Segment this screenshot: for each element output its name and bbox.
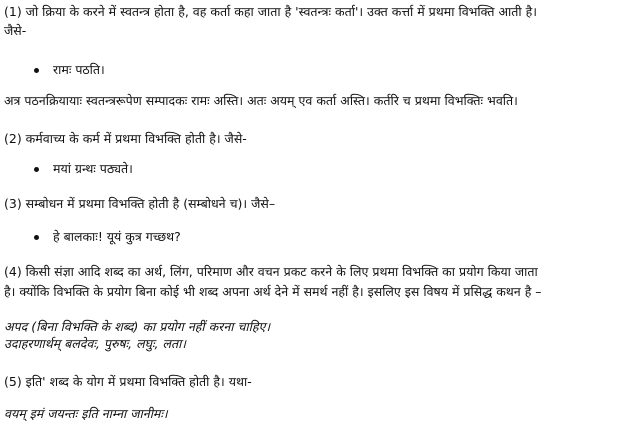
example-text: हे बालकाः! यूयं कुत्र गच्छथ? xyxy=(53,229,181,244)
rule-5-text: (5) इति' शब्द के योग में प्रथमा विभक्ति होती है। यथा- xyxy=(4,374,252,389)
list-item xyxy=(34,60,105,80)
bullet-icon xyxy=(34,235,39,240)
example-text: रामः पठति। xyxy=(53,62,105,77)
rule-4-text-line2: है। क्योंकि विभक्ति के प्रयोग बिना कोई भी शब्द अपना अर्थ देने में समर्थ नहीं है। इसलिए इस विषय में प्रसिद्ध कथन है – xyxy=(4,284,542,299)
list-item xyxy=(34,159,133,179)
rule-4-quote: अपद (बिना विभक्ति के शब्द) का प्रयोग नहीं करना चाहिए। xyxy=(4,319,271,334)
bullet-icon xyxy=(34,167,39,172)
rule-4-examples: उदाहरणार्थम् बलदेवः, पुरुषः, लघुः, लता। xyxy=(4,336,187,351)
rule-1-example-label: जैसे- xyxy=(4,23,27,38)
bullet-icon xyxy=(34,68,39,73)
rule-4-text-line1: (4) किसी संज्ञा आदि शब्द का अर्थ, लिंग, परिमाण और वचन प्रकट करने के लिए प्रथमा विभक्ति का प्रयोग किया जाता xyxy=(4,264,538,279)
list-item xyxy=(34,227,181,247)
example-text: मयां ग्रन्थः पठ्यते। xyxy=(53,161,133,176)
rule-1-text: (1) जो क्रिया के करने में स्वतन्त्र होता है, वह कर्ता कहा जाता है 'स्वतन्त्रः कर्ता'। उक्त कर्त्ता में प्रथमा विभक्ति आती है। xyxy=(4,4,537,19)
rule-3-text: (3) सम्बोधन में प्रथमा विभक्ति होती है (सम्बोधने च)। जैसे– xyxy=(4,196,276,211)
rule-1-explanation: अत्र पठनक्रियायाः स्वतन्त्ररूपेण सम्पादकः रामः अस्ति। अतः अयम् एव कर्ता अस्ति। कर्तरि च प्रथमा विभक्तिः भवति। xyxy=(4,93,518,108)
rule-2-text: (2) कर्मवाच्य के कर्म में प्रथमा विभक्ति होती है। जैसे- xyxy=(4,131,247,146)
rule-5-example: वयम् इमं जयन्तः इति नाम्ना जानीमः। xyxy=(4,406,168,421)
